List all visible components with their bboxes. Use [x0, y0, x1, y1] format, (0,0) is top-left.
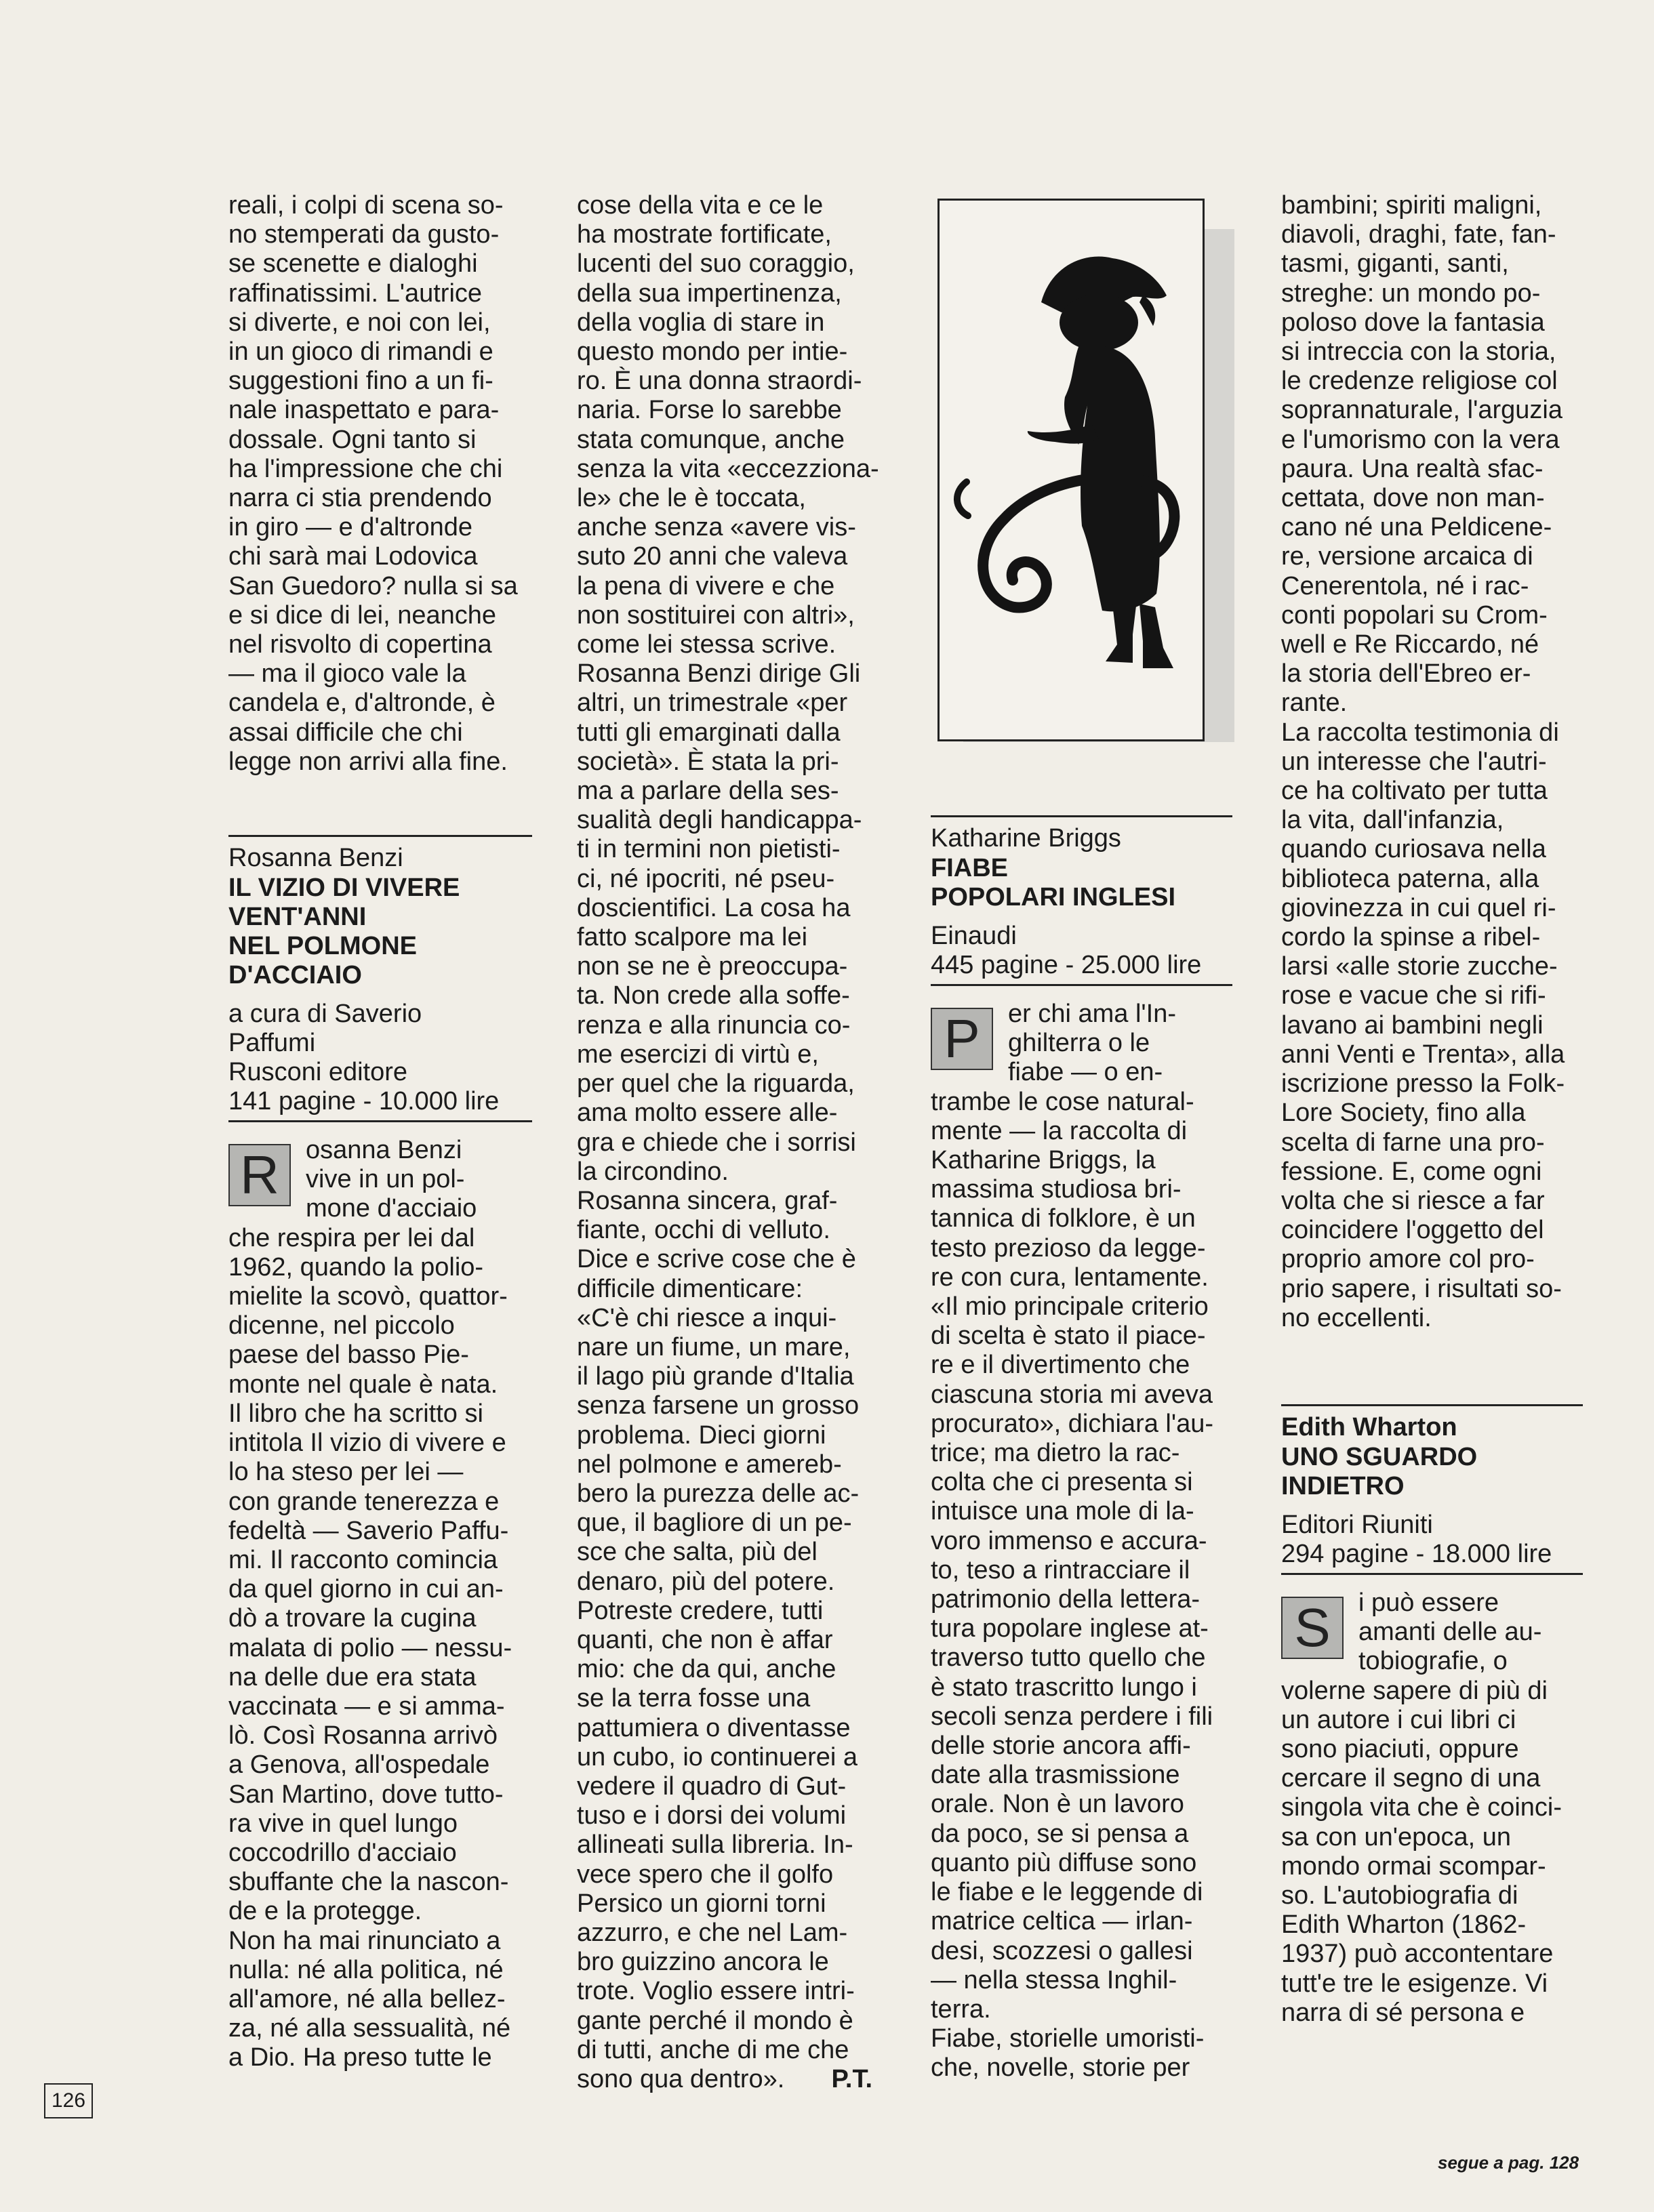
text-line: narra ci stia prendendo [228, 484, 492, 513]
text-line: con grande tenerezza e [228, 1487, 500, 1516]
drop-cap: R [228, 1144, 291, 1206]
text-line: poloso dove la fantasia [1281, 308, 1545, 337]
text-line: nulla: né alla politica, né [228, 1955, 504, 1984]
author-signature: P.T. [831, 2065, 873, 2093]
text-line: re, versione arcaica di [1281, 542, 1533, 571]
text-line: coccodrillo d'acciaio [228, 1838, 457, 1867]
text-line: singola vita che è coinci- [1281, 1793, 1562, 1822]
text-line: procurato», dichiara l'au- [931, 1409, 1214, 1438]
text-line: legge non arrivi alla fine. [228, 747, 508, 776]
text-line: reali, i colpi di scena so- [228, 191, 504, 220]
text-line: — nella stessa Inghil- [931, 1965, 1177, 1994]
text-line: trice; ma dietro la rac- [931, 1439, 1180, 1468]
book-author: Katharine Briggs [931, 824, 1121, 853]
text-line: sa con un'epoca, un [1281, 1822, 1511, 1851]
text-line: naria. Forse lo sarebbe [577, 396, 842, 425]
text-line: 1937) può accontentare [1281, 1940, 1554, 1969]
text-line: orale. Non è un lavoro [931, 1790, 1184, 1819]
text-line: che respira per lei dal [228, 1223, 475, 1252]
text-line: renza e alla rinuncia co- [577, 1010, 851, 1040]
text-line: ce ha coltivato per tutta [1281, 777, 1548, 806]
text-line: diavoli, draghi, fate, fan- [1281, 220, 1556, 249]
text-line: senza farsene un grosso [577, 1391, 860, 1420]
text-line: cose della vita e ce le [577, 191, 824, 220]
text-line: biblioteca paterna, alla [1281, 864, 1539, 893]
text-line: ciascuna storia mi aveva [931, 1380, 1213, 1409]
text-line: San Guedoro? nulla si sa [228, 571, 518, 600]
text-line: trote. Voglio essere intri- [577, 1977, 855, 2006]
review-text [577, 191, 885, 2065]
text-line: mi. Il racconto comincia [228, 1545, 498, 1574]
text-line: za, né alla sessualità, né [228, 2014, 511, 2043]
text-line: voro immenso e accura- [931, 1526, 1207, 1555]
text-line: re con cura, lentamente. [931, 1263, 1209, 1292]
text-line: candela e, d'altronde, è [228, 689, 496, 718]
review-last-line [577, 2065, 885, 2094]
drop-cap: P [931, 1008, 993, 1070]
text-line: mente — la raccolta di [931, 1116, 1188, 1145]
column-4 [1281, 191, 1583, 2028]
book-details: 294 pagine - 18.000 lire [1281, 1540, 1583, 1575]
text-line: tura popolare inglese at- [931, 1614, 1209, 1643]
text-line: azzurro, e che nel Lam- [577, 1918, 848, 1947]
book-details: 445 pagine - 25.000 lire [931, 951, 1232, 986]
review-text [228, 1136, 532, 2073]
text-line: nare un fiume, un mare, [577, 1332, 851, 1361]
text-line: well e Re Riccardo, né [1281, 630, 1539, 659]
title-line: FIABE [931, 854, 1008, 882]
goblin-silhouette-icon [940, 201, 1203, 739]
review-continuation-text [1281, 191, 1583, 1333]
book-author: Rosanna Benzi [228, 844, 403, 873]
text-line: fiabe — o en- [1008, 1058, 1163, 1087]
text-line: paese del basso Pie- [228, 1340, 469, 1370]
text-line: e si dice di lei, neanche [228, 600, 497, 630]
text-line: a Genova, all'ospedale [228, 1750, 490, 1780]
text-line: da poco, se si pensa a [931, 1819, 1189, 1848]
text-line: non se ne è preoccupa- [577, 952, 848, 981]
text-line: allineati sulla libreria. In- [577, 1830, 853, 1860]
text-line: per quel che la riguarda, [577, 1069, 855, 1099]
text-line: traverso tutto quello che [931, 1643, 1206, 1673]
text-line: streghe: un mondo po- [1281, 279, 1541, 308]
text-line: fiante, occhi di velluto. [577, 1216, 830, 1245]
column-1 [228, 191, 532, 2073]
goblin-silhouette-illustration [937, 199, 1205, 741]
text-line: na delle due era stata [228, 1662, 477, 1692]
text-line: giovinezza in cui quel ri- [1281, 893, 1556, 922]
text-line: se la terra fosse una [577, 1684, 811, 1713]
text-line: tannica di folklore, è un [931, 1204, 1196, 1233]
text-line: La raccolta testimonia di [1281, 718, 1559, 747]
title-line: IL VIZIO DI VIVERE [228, 874, 460, 903]
text-line: denaro, più del potere. [577, 1567, 835, 1596]
text-line: suggestioni fino a un fi- [228, 367, 493, 396]
text-line: società». È stata la pri- [577, 747, 839, 776]
text-line: in giro — e d'altronde [228, 513, 473, 542]
text-line: nale inaspettato e para- [228, 396, 500, 425]
text-line: vece spero che il golfo [577, 1860, 834, 1889]
text-line: pattumiera o diventasse [577, 1713, 851, 1742]
title-line: POPOLARI INGLESI [931, 883, 1176, 912]
text-line: anche senza «avere vis- [577, 513, 856, 542]
text-line: vive in un pol- [306, 1165, 465, 1194]
text-line: er chi ama l'In- [1008, 1000, 1177, 1028]
text-line: Non ha mai rinunciato a [228, 1926, 501, 1955]
text-line: secoli senza perdere i fili [931, 1702, 1213, 1731]
text-line: cordo la spinse a ribel- [1281, 923, 1541, 952]
text-line: cercare il segno di una [1281, 1764, 1541, 1793]
text-line: le fiabe e le leggende di [931, 1878, 1203, 1907]
text-line: il lago più grande d'Italia [577, 1362, 854, 1391]
text-line: prio sapere, i risultati so- [1281, 1274, 1562, 1303]
text-line: quanti, che non è affar [577, 1625, 833, 1654]
text-line: tutti gli emarginati dalla [577, 718, 841, 747]
text-line: sbuffante che la nascon- [228, 1868, 509, 1897]
text-line: scelta di farne una pro- [1281, 1128, 1545, 1157]
text-line: matrice celtica — irlan- [931, 1907, 1193, 1936]
text-line: senza la vita «eccezziona- [577, 454, 879, 483]
text-line: vaccinata — e si amma- [228, 1692, 505, 1721]
text-line: lavano ai bambini negli [1281, 1010, 1544, 1040]
text-line: fessione. E, come ogni [1281, 1157, 1542, 1186]
section-rule [931, 815, 1232, 817]
text-line: tuso e i dorsi dei volumi [577, 1801, 847, 1830]
column-2 [577, 191, 885, 2094]
text-line: sce che salta, più del [577, 1538, 818, 1567]
text-line: Lore Society, fino alla [1281, 1099, 1526, 1128]
book-title [1281, 1443, 1583, 1501]
text-line: non sostituirei con altri», [577, 600, 855, 630]
text-line: Rosanna sincera, graf- [577, 1186, 838, 1215]
book-publisher: Editori Riuniti [1281, 1510, 1433, 1539]
section-rule [228, 835, 532, 837]
text-line: bero la purezza delle ac- [577, 1479, 860, 1508]
book-publisher: Rusconi editore [228, 1058, 408, 1087]
text-line: que, il bagliore di un pe- [577, 1509, 852, 1538]
text-line: «Il mio principale criterio [931, 1292, 1209, 1322]
text-line: ci, né ipocriti, né pseu- [577, 864, 835, 893]
text-line: cano né una Peldicene- [1281, 513, 1552, 542]
text-line: doscientifici. La cosa ha [577, 893, 851, 922]
text-line: rante. [1281, 689, 1348, 718]
text-line: massima studiosa bri- [931, 1175, 1182, 1204]
text-line: ti in termini non pietisti- [577, 835, 841, 864]
book-author: Edith Wharton [1281, 1412, 1457, 1441]
book-editor [228, 1000, 532, 1058]
text-line: volerne sapere di più di [1281, 1676, 1548, 1705]
text-line: conti popolari su Crom- [1281, 600, 1548, 630]
text-line: ro. È una donna straordi- [577, 367, 862, 396]
text-line: problema. Dieci giorni [577, 1420, 826, 1450]
section-rule [1281, 1404, 1583, 1406]
continued-on-note: segue a pag. 128 [1438, 2152, 1579, 2173]
book-details: 141 pagine - 10.000 lire [228, 1087, 532, 1122]
text-line: quando curiosava nella [1281, 835, 1546, 864]
text-line: si diverte, e noi con lei, [228, 308, 491, 337]
text-line: dicenne, nel piccolo [228, 1311, 455, 1340]
text-line: intitola Il vizio di vivere e [228, 1429, 506, 1458]
text-line: terra. [931, 1994, 991, 2024]
text-line: vedere il quadro di Gut- [577, 1771, 847, 1801]
text-line: difficile dimenticare: [577, 1274, 803, 1303]
drop-cap: S [1281, 1597, 1344, 1659]
text-line: Rosanna Benzi dirige Gli [577, 659, 861, 689]
text-line: Persico un giorni torni [577, 1889, 826, 1918]
text-line: stata comunque, anche [577, 425, 845, 454]
text-line: un cubo, io continuerei a [577, 1742, 858, 1771]
text-line: Dice e scrive cose che è [577, 1245, 856, 1274]
text-line: le» che le è toccata, [577, 484, 806, 513]
text-line: lucenti del suo coraggio, [577, 249, 855, 279]
text-line: mielite la scovò, quattor- [228, 1282, 508, 1311]
text-line: anni Venti e Trenta», alla [1281, 1040, 1565, 1069]
text-line: la vita, dall'infanzia, [1281, 806, 1504, 835]
title-line: D'ACCIAIO [228, 961, 362, 990]
text-line: monte nel quale è nata. [228, 1370, 498, 1399]
text-line: amanti delle au- [1358, 1618, 1542, 1647]
text-line: dossale. Ogni tanto si [228, 425, 477, 454]
text-line: da quel giorno in cui an- [228, 1575, 504, 1604]
title-line: INDIETRO [1281, 1471, 1405, 1500]
text-line: gra e chiede che i sorrisi [577, 1128, 856, 1157]
review-continuation-text [228, 191, 532, 777]
text-line: fedeltà — Saverio Paffu- [228, 1516, 509, 1545]
review-text [931, 1000, 1232, 2083]
text-line: la circondino. [577, 1157, 729, 1186]
text-line: un autore i cui libri ci [1281, 1705, 1516, 1734]
text-line: intuisce una mole di la- [931, 1497, 1194, 1526]
text-line: testo prezioso da legge- [931, 1233, 1206, 1263]
text-line: assai difficile che chi [228, 718, 463, 747]
text-line: dò a trovare la cugina [228, 1604, 477, 1633]
text-line: ha l'impressione che chi [228, 454, 503, 483]
text-line: Fiabe, storielle umoristi- [931, 2024, 1205, 2053]
text-line: la pena di vivere e che [577, 571, 835, 600]
text-line: nel risvolto di copertina [228, 630, 492, 659]
text-line: soprannaturale, l'arguzia [1281, 396, 1562, 425]
text-line: no stemperati da gusto- [228, 220, 500, 249]
text-line: a Dio. Ha preso tutte le [228, 2043, 492, 2072]
text-line: desi, scozzesi o gallesi [931, 1936, 1193, 1965]
column-3 [931, 815, 1232, 2083]
text-line: ra vive in quel lungo [228, 1809, 458, 1838]
text-line: ha mostrate fortificate, [577, 220, 832, 249]
title-line: VENT'ANNI [228, 903, 367, 932]
text-line: to, teso a rintracciare il [931, 1555, 1190, 1584]
text-line: raffinatissimi. L'autrice [228, 279, 483, 308]
text-line: de e la protegge. [228, 1897, 422, 1926]
text-line: delle storie ancora affi- [931, 1732, 1191, 1761]
editor-line: a cura di Saverio [228, 1000, 422, 1029]
text-line: so. L'autobiografia di [1281, 1881, 1518, 1910]
text-line: nel polmone e amereb- [577, 1450, 842, 1479]
text-line: ghilterra o le [1008, 1029, 1150, 1058]
text-line: «C'è chi riesce a inqui- [577, 1303, 837, 1332]
text-line: Cenerentola, né i rac- [1281, 571, 1529, 600]
text-line: proprio amore col pro- [1281, 1245, 1535, 1274]
text-line: della voglia di stare in [577, 308, 825, 337]
text-line: fatto scalpore ma lei [577, 923, 808, 952]
text-line: narra di sé persona e [1281, 1998, 1525, 2027]
text-line: sono piaciuti, oppure [1281, 1734, 1519, 1763]
text-line: bambini; spiriti maligni, [1281, 191, 1542, 220]
text-line: suto 20 anni che valeva [577, 542, 848, 571]
text-line: un interesse che l'autri- [1281, 747, 1547, 776]
text-line: volta che si riesce a far [1281, 1186, 1545, 1215]
editor-line: Paffumi [228, 1029, 316, 1058]
closing-quote: sono qua dentro». [577, 2065, 785, 2093]
text-line: tasmi, giganti, santi, [1281, 249, 1509, 279]
text-line: paura. Una realtà sfac- [1281, 454, 1544, 483]
text-line: colta che ci presenta si [931, 1468, 1193, 1497]
text-line: osanna Benzi [306, 1136, 462, 1165]
text-line: come lei stessa scrive. [577, 630, 836, 659]
text-line: di scelta è stato il piace- [931, 1322, 1206, 1351]
text-line: all'amore, né alla bellez- [228, 1984, 506, 2013]
text-line: di tutti, anche di me che [577, 2035, 849, 2064]
text-line: gante perché il mondo è [577, 2006, 853, 2035]
book-title [931, 854, 1232, 912]
text-line: i può essere [1358, 1588, 1499, 1617]
page-number: 126 [44, 2083, 93, 2118]
text-line: patrimonio della lettera- [931, 1585, 1201, 1614]
text-line: ma a parlare della ses- [577, 777, 839, 806]
text-line: mio: che da qui, anche [577, 1655, 836, 1684]
title-line: UNO SGUARDO [1281, 1442, 1478, 1471]
text-line: coincidere l'oggetto del [1281, 1216, 1544, 1245]
text-line: Il libro che ha scritto si [228, 1399, 483, 1428]
text-line: larsi «alle storie zucche- [1281, 952, 1558, 981]
text-line: re e il divertimento che [931, 1351, 1190, 1380]
text-line: tutt'e tre le esigenze. Vi [1281, 1969, 1548, 1998]
text-line: trambe le cose natural- [931, 1087, 1194, 1116]
text-line: rose e vacue che si rifi- [1281, 981, 1546, 1010]
text-line: tobiografie, o [1358, 1647, 1508, 1676]
text-line: in un gioco di rimandi e [228, 337, 493, 367]
text-line: San Martino, dove tutto- [228, 1780, 504, 1809]
text-line: no eccellenti. [1281, 1303, 1432, 1332]
text-line: mondo ormai scompar- [1281, 1851, 1546, 1881]
text-line: chi sarà mai Lodovica [228, 542, 478, 571]
text-line: se scenette e dialoghi [228, 249, 478, 279]
text-line: le credenze religiose col [1281, 367, 1558, 396]
text-line: malata di polio — nessu- [228, 1633, 512, 1662]
text-line: e l'umorismo con la vera [1281, 425, 1560, 454]
text-line: la storia dell'Ebreo er- [1281, 659, 1531, 689]
text-line: Edith Wharton (1862- [1281, 1910, 1527, 1940]
text-line: me esercizi di virtù e, [577, 1040, 819, 1069]
text-line: ama molto essere alle- [577, 1099, 838, 1128]
text-line: iscrizione presso la Folk- [1281, 1069, 1565, 1099]
text-line: cettata, dove non man- [1281, 484, 1545, 513]
text-line: Katharine Briggs, la [931, 1146, 1156, 1175]
text-line: è stato trascritto lungo i [931, 1673, 1197, 1702]
text-line: altri, un trimestrale «per [577, 689, 848, 718]
text-line: questo mondo per intie- [577, 337, 848, 367]
text-line: si intreccia con la storia, [1281, 337, 1556, 367]
text-line: ta. Non crede alla soffe- [577, 981, 850, 1010]
text-line: — ma il gioco vale la [228, 659, 466, 689]
text-line: che, novelle, storie per [931, 2053, 1190, 2083]
text-line: lo ha steso per lei — [228, 1458, 464, 1487]
text-line: 1962, quando la polio- [228, 1252, 484, 1282]
text-line: bro guizzino ancora le [577, 1948, 829, 1977]
text-line: lò. Così Rosanna arrivò [228, 1721, 498, 1750]
book-title [228, 874, 532, 990]
text-line: quanto più diffuse sono [931, 1848, 1197, 1877]
book-publisher: Einaudi [931, 922, 1017, 950]
title-line: NEL POLMONE [228, 932, 417, 961]
text-line: date alla trasmissione [931, 1761, 1180, 1790]
text-line: Potreste credere, tutti [577, 1596, 824, 1625]
text-line: della sua impertinenza, [577, 279, 842, 308]
text-line: mone d'acciaio [306, 1194, 477, 1223]
text-line: sualità degli handicappa- [577, 806, 862, 835]
